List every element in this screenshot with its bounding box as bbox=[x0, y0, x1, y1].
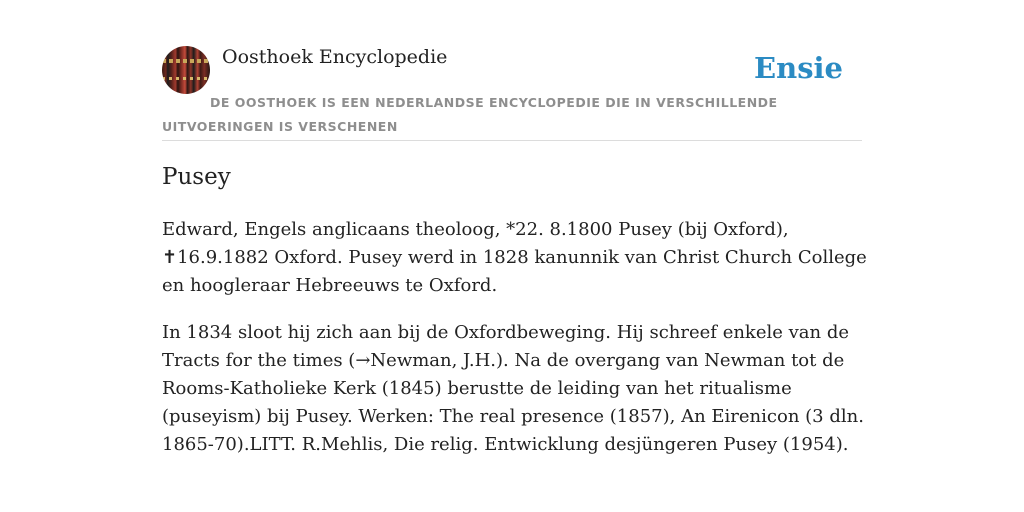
site-name-link[interactable]: Oosthoek Encyclopedie bbox=[222, 46, 448, 68]
article-paragraph: Edward, Engels anglicaans theoloog, *22. 8.1800 Pusey (bij Oxford), ✝16.9.1882 Oxford. Pusey werd in 1828 kanunnik van Christ Church College en hoogleraar Hebreeuws te Oxford. bbox=[162, 219, 867, 296]
site-header bbox=[162, 46, 862, 141]
site-tagline: DE OOSTHOEK IS EEN NEDERLANDSE ENCYCLOPEDIE DIE IN VERSCHILLENDE UITVOERINGEN IS VERSCHENEN bbox=[162, 95, 778, 134]
article-title: Pusey bbox=[162, 164, 231, 190]
article-paragraph: In 1834 sloot hij zich aan bij de Oxfordbeweging. Hij schreef enkele van de Tracts for the times (→Newman, J.H.). Na de overgang van Newman tot de Rooms-Katholieke Kerk (1845) berustte de leiding van het ritualisme (puseyism) bij Pusey. Werken: The real presence (1857), An Eirenicon (3 dln. 1865-70).LITT. R.Mehlis, Die relig. Entwicklung desjüngeren Pusey (1954). bbox=[162, 322, 864, 455]
encyclopedia-books-avatar[interactable] bbox=[162, 46, 210, 94]
ensie-logo-link[interactable]: Ensie bbox=[754, 51, 843, 85]
article-body bbox=[162, 216, 872, 478]
